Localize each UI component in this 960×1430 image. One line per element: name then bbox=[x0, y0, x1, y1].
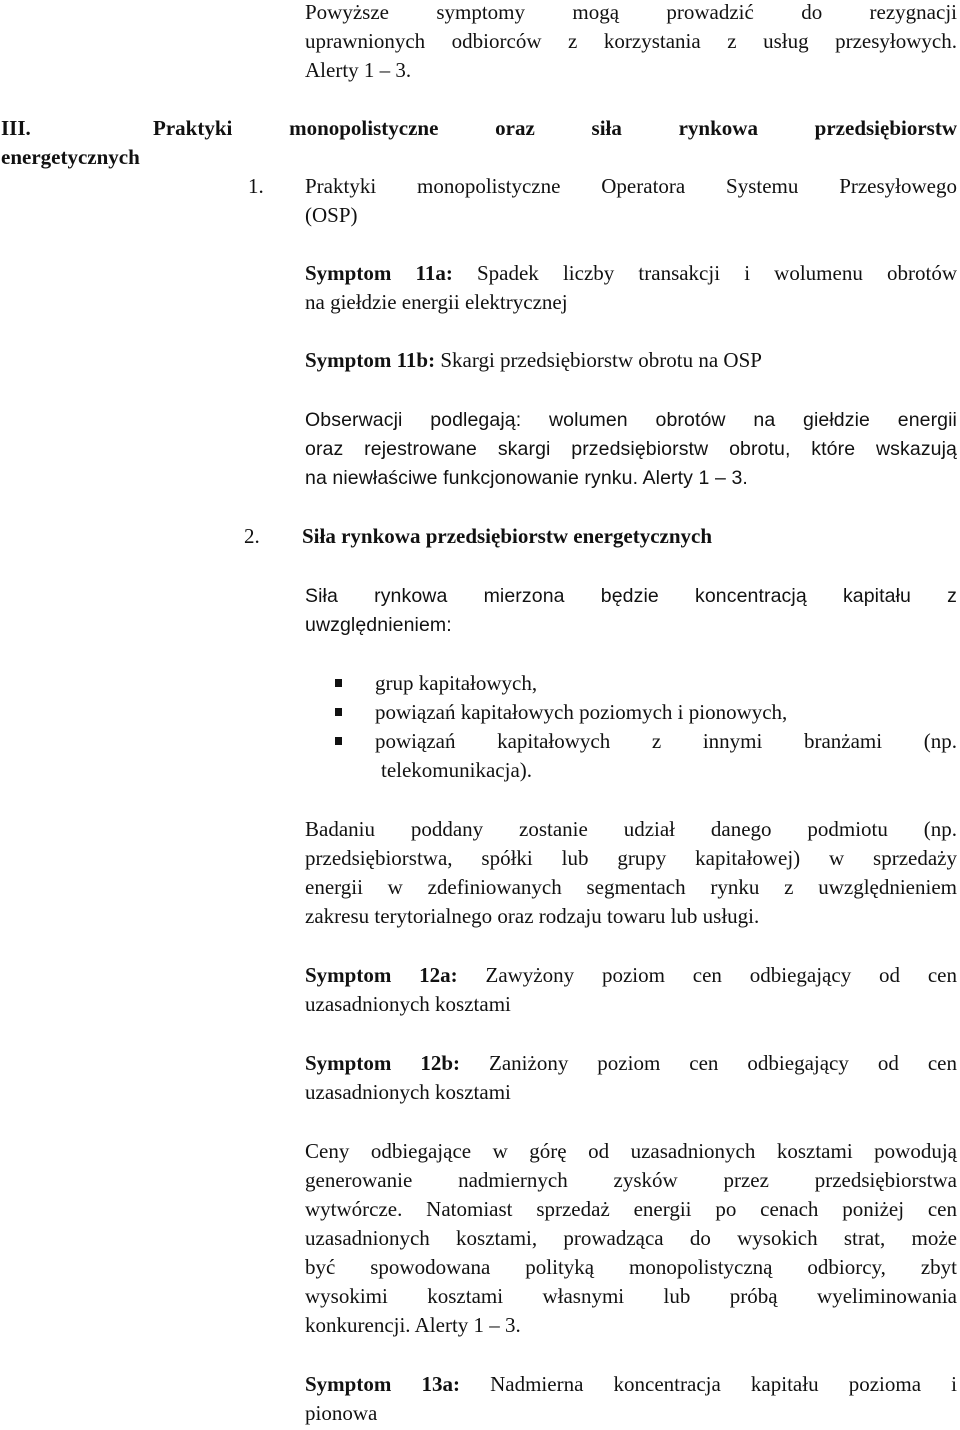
symptom-text: Zaniżony poziom cen odbiegający od cen bbox=[460, 1051, 958, 1075]
list-item bbox=[305, 727, 957, 785]
symptom-label: Symptom 11a: bbox=[305, 261, 453, 285]
capital-bullet-list bbox=[305, 669, 957, 785]
symptom-line bbox=[305, 1370, 957, 1399]
square-bullet-icon bbox=[335, 708, 342, 716]
intro-line: uprawnionych odbiorców z korzystania z usług przesyłowych. bbox=[305, 29, 957, 53]
symptom-line: pionowa bbox=[305, 1401, 378, 1425]
list-item-text: grup kapitałowych, bbox=[375, 671, 538, 695]
list-item bbox=[305, 698, 957, 727]
intro-paragraph bbox=[305, 0, 957, 85]
research-line: Badaniu poddany zostanie udział danego podmiotu (np. bbox=[305, 817, 957, 841]
symptom-11b bbox=[305, 346, 957, 375]
symptom-line bbox=[305, 1049, 957, 1078]
prices-paragraph bbox=[305, 1137, 957, 1340]
list-item-text: powiązań kapitałowych poziomych i pionowych, bbox=[375, 700, 788, 724]
prices-line: konkurencji. Alerty 1 – 3. bbox=[305, 1313, 521, 1337]
symptom-label: Symptom 12a: bbox=[305, 963, 458, 987]
symptom-line bbox=[305, 259, 957, 288]
prices-line: uzasadnionych kosztami, prowadząca do wysokich strat, może bbox=[305, 1226, 957, 1250]
research-line: energii w zdefiniowanych segmentach rynku z uwzględnieniem bbox=[305, 875, 957, 899]
subsection-number: 1. bbox=[248, 174, 264, 198]
symptom-label: Symptom 12b: bbox=[305, 1051, 461, 1075]
symptom-line: uzasadnionych kosztami bbox=[305, 992, 511, 1016]
symptom-12b bbox=[305, 1049, 957, 1107]
section-title-continued: energetycznych bbox=[1, 145, 140, 169]
subsection-title-line: Praktyki monopolistyczne Operatora Systemu Przesyłowego bbox=[305, 174, 957, 198]
list-item-text: powiązań kapitałowych z innymi branżami (np. bbox=[375, 729, 957, 753]
subsection-number: 2. bbox=[244, 524, 260, 548]
symptom-label: Symptom 13a: bbox=[305, 1372, 460, 1396]
symptom-13a bbox=[305, 1370, 957, 1428]
prices-line: wytwórcze. Natomiast sprzedaż energii po cenach poniżej cen bbox=[305, 1197, 957, 1221]
prices-line: generowanie nadmiernych zysków przez przedsiębiorstwa bbox=[305, 1168, 957, 1192]
research-line: przedsiębiorstwa, spółki lub grupy kapitałowej) w sprzedaży bbox=[305, 846, 957, 870]
intro-line: Powyższe symptomy mogą prowadzić do rezygnacji bbox=[305, 0, 957, 24]
prices-line: Ceny odbiegające w górę od uzasadnionych kosztami powodują bbox=[305, 1139, 957, 1163]
symptom-text: Zawyżony poziom cen odbiegający od cen bbox=[457, 963, 957, 987]
symptom-text: Skargi przedsiębiorstw obrotu na OSP bbox=[435, 348, 762, 372]
prices-line: wysokimi kosztami własnymi lub próbą wyeliminowania bbox=[305, 1284, 957, 1308]
section-title: Praktyki monopolistyczne oraz siła rynkowa przedsiębiorstw bbox=[153, 116, 957, 140]
subsection-title bbox=[305, 172, 957, 230]
observation-line: oraz rejestrowane skargi przedsiębiorstw obrotu, które wskazują bbox=[305, 438, 957, 460]
list-item bbox=[305, 669, 957, 698]
research-line: zakresu terytorialnego oraz rodzaju towaru lub usługi. bbox=[305, 904, 760, 928]
symptom-12a bbox=[305, 961, 957, 1019]
symptom-line bbox=[305, 961, 957, 990]
symptom-line: uzasadnionych kosztami bbox=[305, 1080, 511, 1104]
section-numeral: III. bbox=[1, 116, 31, 140]
symptom-text: Spadek liczby transakcji i wolumenu obrotów bbox=[452, 261, 957, 285]
subsection-title-line: (OSP) bbox=[305, 203, 358, 227]
observation-paragraph bbox=[305, 406, 957, 493]
symptom-label: Symptom 11b: bbox=[305, 348, 436, 372]
observation-line: Obserwacji podlegają: wolumen obrotów na giełdzie energii bbox=[305, 409, 957, 431]
market-power-line: Siła rynkowa mierzona będzie koncentracją kapitału z bbox=[305, 585, 957, 607]
symptom-line bbox=[305, 346, 957, 375]
observation-line: na niewłaściwe funkcjonowanie rynku. Alerty 1 – 3. bbox=[305, 467, 748, 489]
symptom-text: Nadmierna koncentracja kapitału pozioma i bbox=[459, 1372, 957, 1396]
subsection-title: Siła rynkowa przedsiębiorstw energetycznych bbox=[302, 524, 713, 548]
intro-line: Alerty 1 – 3. bbox=[305, 58, 412, 82]
market-power-line: uwzględnieniem: bbox=[305, 614, 452, 636]
square-bullet-icon bbox=[335, 679, 342, 687]
symptom-line: na giełdzie energii elektrycznej bbox=[305, 290, 568, 314]
research-paragraph bbox=[305, 815, 957, 931]
prices-line: być spowodowana polityką monopolistyczną odbiorcy, zbyt bbox=[305, 1255, 957, 1279]
market-power-paragraph bbox=[305, 582, 957, 640]
list-item-text: telekomunikacja). bbox=[381, 758, 533, 782]
symptom-11a bbox=[305, 259, 957, 317]
square-bullet-icon bbox=[335, 737, 342, 745]
